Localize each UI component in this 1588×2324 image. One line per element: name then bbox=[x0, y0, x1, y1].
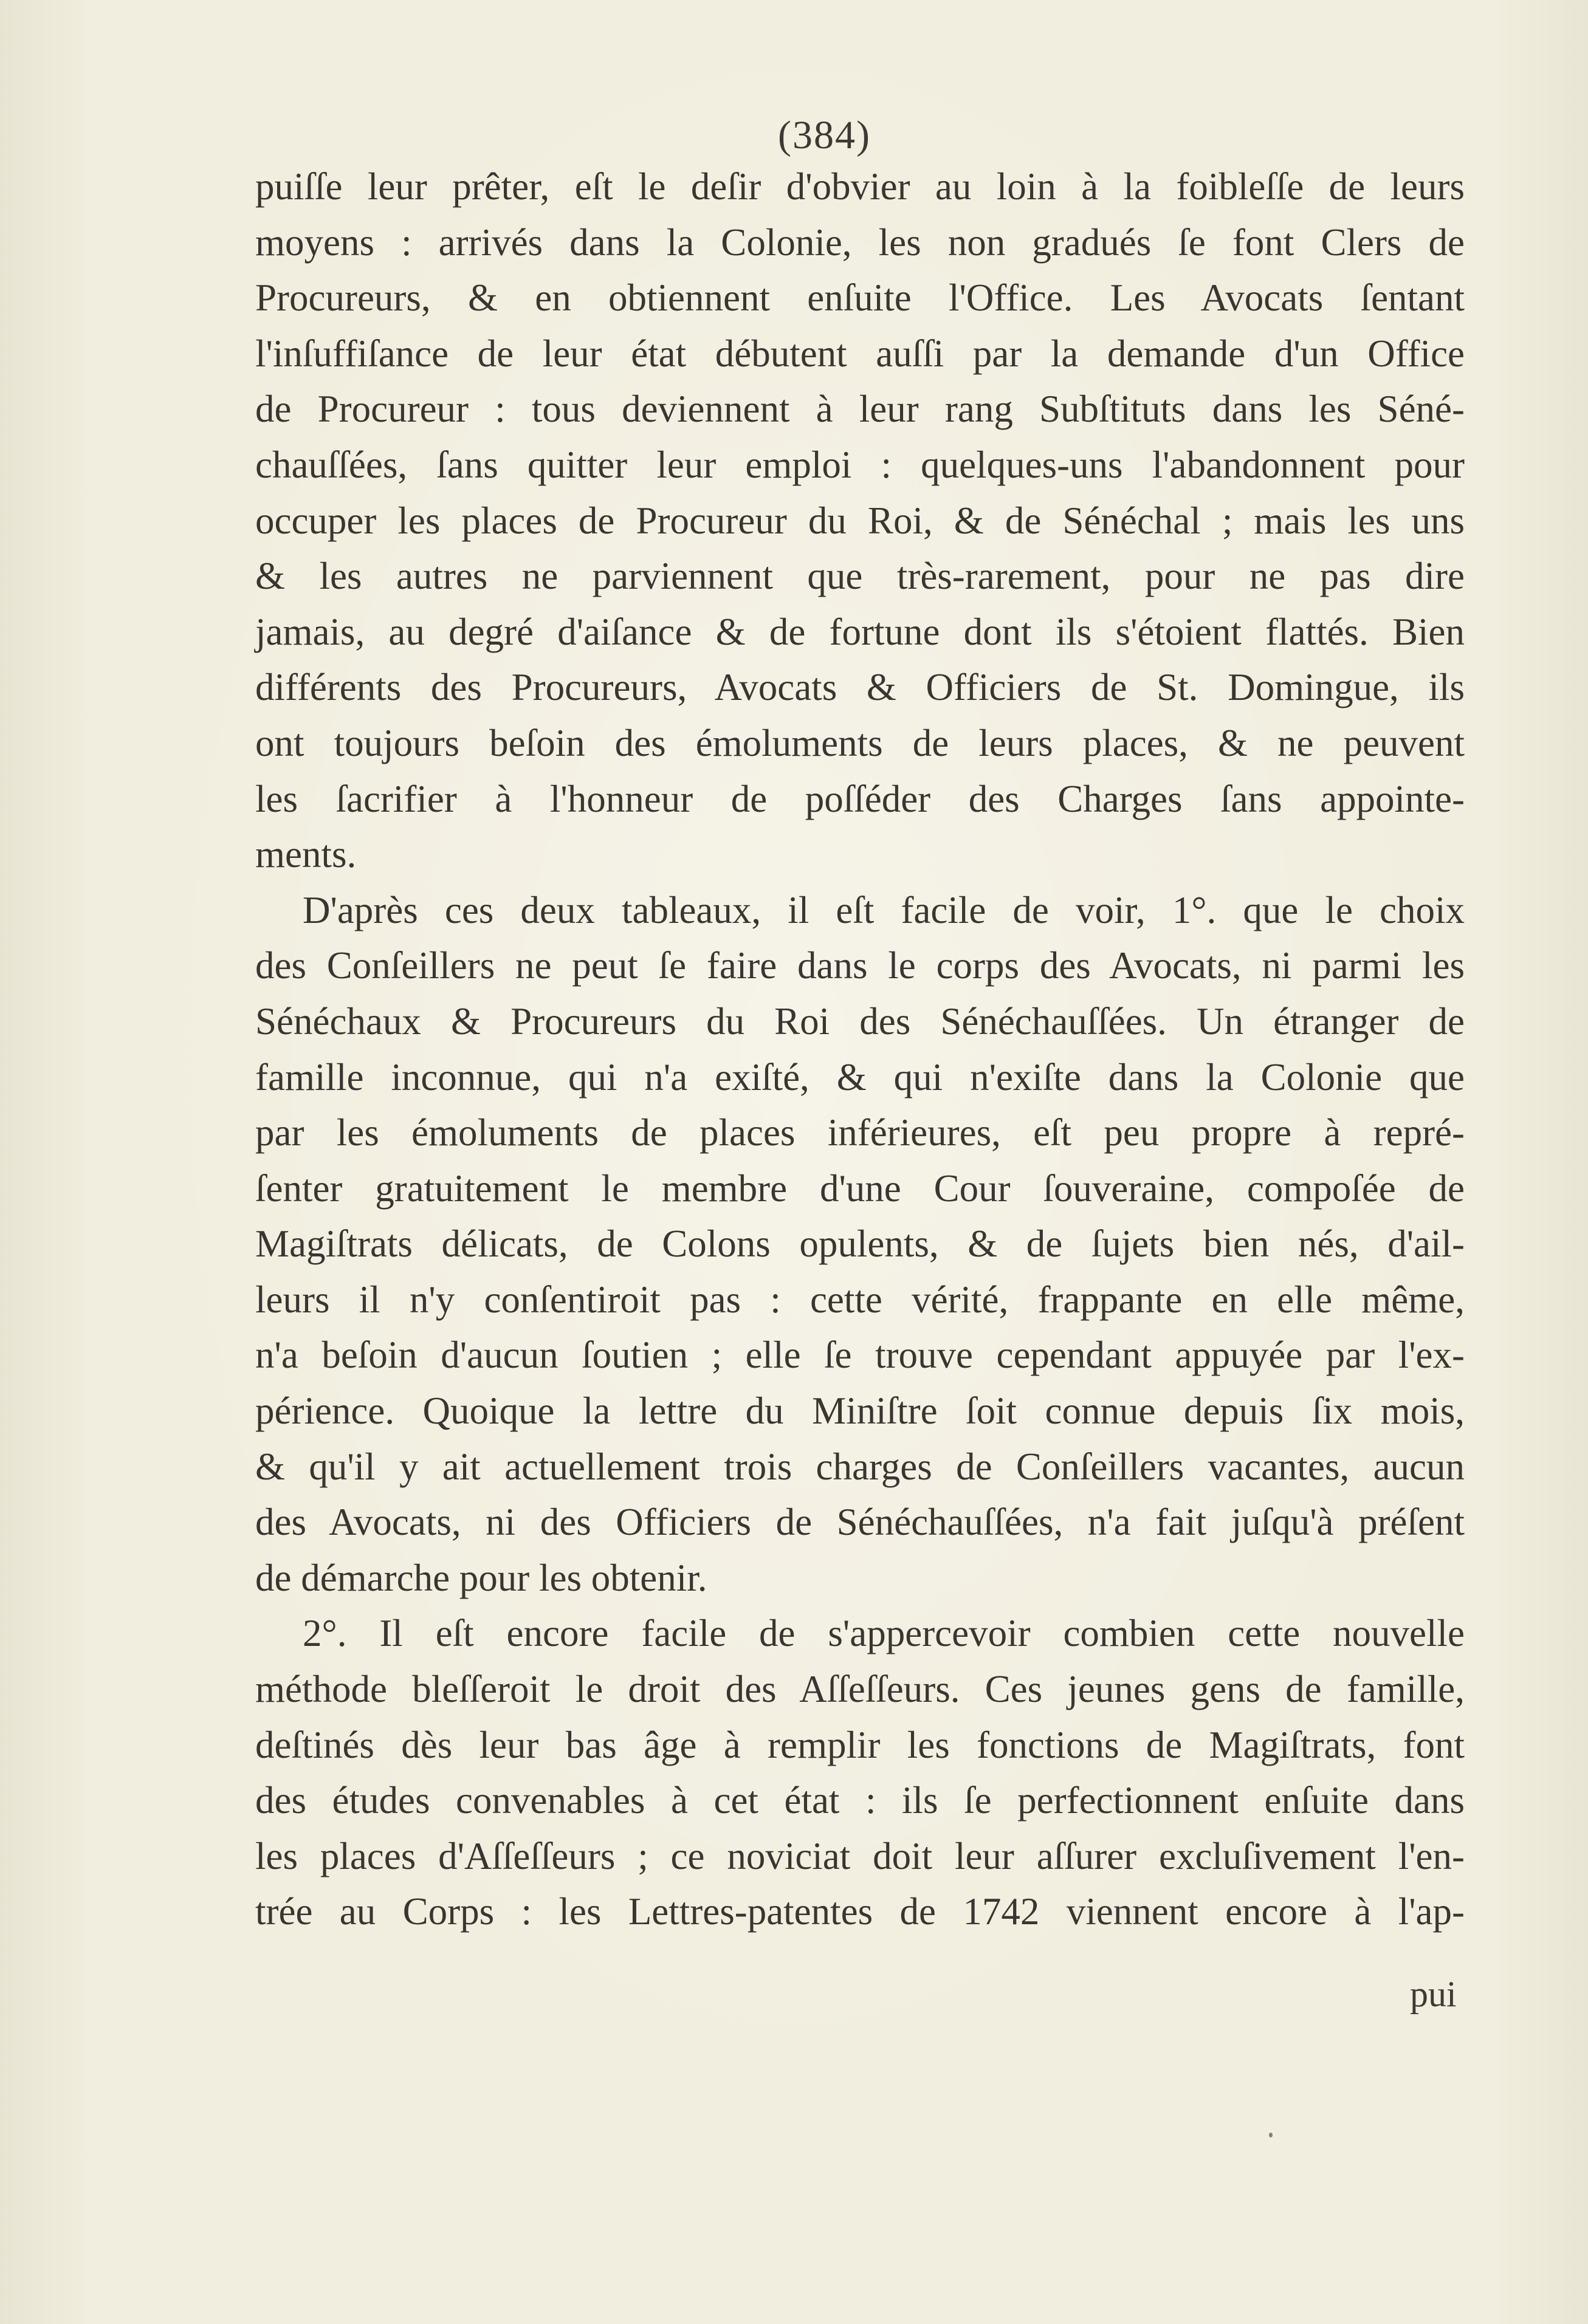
text-line: & qu'il y ait actuellement trois charges de Conſeillers vacantes, aucun bbox=[255, 1445, 1465, 1488]
text-line: des études convenables à cet état : ils ſe perfectionnent enſuite dans bbox=[255, 1779, 1465, 1822]
text-line: trée au Corps : les Lettres-patentes de 1742 viennent encore à l'ap- bbox=[255, 1890, 1465, 1933]
catchword: pui bbox=[1410, 1974, 1457, 2014]
paragraph-start-line: D'après ces deux tableaux, il eſt facile de voir, 1°. que le choix bbox=[303, 888, 1465, 931]
text-line: ments. bbox=[255, 833, 357, 876]
text-line: de Procureur : tous deviennent à leur rang Subſtituts dans les Séné- bbox=[255, 388, 1465, 431]
body-text bbox=[255, 159, 1465, 1940]
text-line: Magiſtrats délicats, de Colons opulents, & de ſujets bien nés, d'ail- bbox=[255, 1222, 1465, 1266]
text-line: famille inconnue, qui n'a exiſté, & qui n'exiſte dans la Colonie que bbox=[255, 1055, 1465, 1099]
text-line: n'a beſoin d'aucun ſoutien ; elle ſe trouve cependant appuyée par l'ex- bbox=[255, 1334, 1465, 1377]
text-line: différents des Procureurs, Avocats & Officiers de St. Domingue, ils bbox=[255, 666, 1465, 709]
text-line: périence. Quoique la lettre du Miniſtre ſoit connue depuis ſix mois, bbox=[255, 1390, 1465, 1433]
text-line: les ſacrifier à l'honneur de poſſéder des Charges ſans appointe- bbox=[255, 777, 1465, 820]
text-line: par les émoluments de places inférieures, eſt peu propre à repré- bbox=[255, 1111, 1465, 1154]
text-line: l'inſuffiſance de leur état débutent auſſi par la demande d'un Office bbox=[255, 332, 1465, 375]
text-line: chauſſées, ſans quitter leur emploi : quelques-uns l'abandonnent pour bbox=[255, 443, 1465, 486]
text-line: Sénéchaux & Procureurs du Roi des Sénéchauſſées. Un étranger de bbox=[255, 999, 1465, 1043]
text-line: de démarche pour les obtenir. bbox=[255, 1556, 707, 1599]
text-line: Procureurs, & en obtiennent enſuite l'Office. Les Avocats ſentant bbox=[255, 276, 1465, 320]
text-line: les places d'Aſſeſſeurs ; ce noviciat doit leur aſſurer excluſivement l'en- bbox=[255, 1834, 1465, 1877]
text-line: puiſſe leur prêter, eſt le deſir d'obvier au loin à la foibleſſe de leurs bbox=[255, 165, 1465, 208]
paragraph-start-line: 2°. Il eſt encore facile de s'appercevoir combien cette nouvelle bbox=[303, 1612, 1465, 1655]
text-line: deſtinés dès leur bas âge à remplir les fonctions de Magiſtrats, font bbox=[255, 1723, 1465, 1766]
page-number: (384) bbox=[778, 113, 871, 157]
text-line: des Conſeillers ne peut ſe faire dans le corps des Avocats, ni parmi les bbox=[255, 944, 1465, 987]
text-line: jamais, au degré d'aiſance & de fortune dont ils s'étoient flattés. Bien bbox=[255, 610, 1465, 653]
text-line: & les autres ne parviennent que très-rarement, pour ne pas dire bbox=[255, 555, 1465, 598]
text-line: ont toujours beſoin des émoluments de leurs places, & ne peuvent bbox=[255, 721, 1465, 764]
text-line: des Avocats, ni des Officiers de Sénéchauſſées, n'a fait juſqu'à préſent bbox=[255, 1501, 1465, 1544]
text-line: occuper les places de Procureur du Roi, & de Sénéchal ; mais les uns bbox=[255, 499, 1465, 542]
text-line: méthode bleſſeroit le droit des Aſſeſſeurs. Ces jeunes gens de famille, bbox=[255, 1668, 1465, 1711]
text-line: ſenter gratuitement le membre d'une Cour ſouveraine, compoſée de bbox=[255, 1167, 1465, 1210]
text-line: moyens : arrivés dans la Colonie, les non gradués ſe font Clers de bbox=[255, 221, 1465, 264]
paper-speck bbox=[1269, 2133, 1273, 2137]
text-line: leurs il n'y conſentiroit pas : cette vérité, frappante en elle même, bbox=[255, 1278, 1465, 1321]
